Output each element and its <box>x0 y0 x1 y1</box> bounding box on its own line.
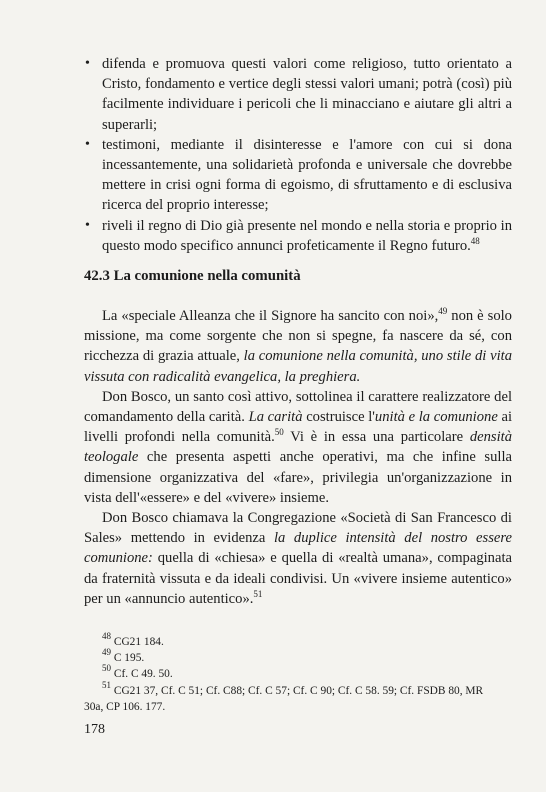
footnote-text: CG21 184. <box>113 636 164 648</box>
text-run: quella di «chiesa» e quella di «realtà umana», compaginata da fraternità vissuta e da ideali condivisi. Un «vivere insieme autentico» per un «annuncio autentico». <box>84 550 512 607</box>
footnote-number: 51 <box>102 679 111 690</box>
paragraph <box>84 387 512 508</box>
footnote-text: Cf. C 49. 50. <box>113 668 173 681</box>
italic-run: unità e la comunione <box>374 409 498 426</box>
footnote-text: C 195. <box>113 652 145 665</box>
footnote-ref: 50 <box>274 427 284 438</box>
bullet-list <box>84 54 512 256</box>
footnote <box>84 647 512 666</box>
footnote-number: 49 <box>102 647 111 658</box>
italic-run: densità teologale <box>84 429 512 466</box>
text-run: che presenta aspetti anche operativi, ma che infine sulla dimensione organizzativa del «fare», privilegia un'organizzazione in vista dell'«essere» e del «vivere» insieme. <box>84 449 512 506</box>
footnote <box>84 663 512 682</box>
bullet-icon: • <box>85 136 90 152</box>
footnote-ref: 49 <box>438 306 448 316</box>
footnote <box>84 631 512 650</box>
italic-run: La carità <box>248 409 303 426</box>
bullet-icon: • <box>85 56 90 71</box>
italic-run: la comunione nella comunità, uno stile di vita vissuta con radicalità evangelica, la preghiera. <box>84 348 512 385</box>
text-run: Don Bosco chiamava la Congregazione «Società di San Francesco di Sales» mettendo in evidenza <box>84 510 512 547</box>
text-run: Vi è in essa una particolare <box>283 429 470 446</box>
list-item <box>84 54 512 135</box>
bullet-icon: • <box>85 217 90 233</box>
text-run: La «speciale Alleanza che il Signore ha sancito con noi», <box>102 308 439 324</box>
italic-run: la duplice intensità del nostro essere comunione: <box>84 530 512 567</box>
footnotes <box>84 631 512 715</box>
paragraph <box>84 508 512 609</box>
list-item <box>84 135 512 216</box>
text-run: Don Bosco, un santo così attivo, sottolinea il carattere realizzatore del comandamento della carità. <box>84 388 512 426</box>
footnote-text: CG21 37, Cf. C 51; Cf. C88; Cf. C 57; Cf. C 90; Cf. C 58. 59; Cf. FSDB 80, MR <box>113 684 484 697</box>
bullet-text: testimoni, mediante il disinteresse e l'amore con cui si dona incessantemente, una solidarietà profonda e universale che dovrebbe mettere in crisi ogni forma di egoismo, di sfruttamento e di esclusiva ricerca del proprio interesse; <box>102 136 512 214</box>
paragraph <box>84 306 512 387</box>
page-number: 178 <box>84 722 105 737</box>
text-run: costruisce l' <box>302 409 375 426</box>
section-body <box>84 306 512 609</box>
bullet-text: riveli il regno di Dio già presente nel mondo e nella storia e proprio in questo modo specifico annunci profeticamente il Regno futuro. <box>102 217 512 254</box>
list-item <box>84 216 512 256</box>
footnote-continuation <box>84 699 512 715</box>
footnote-number: 48 <box>102 631 111 641</box>
text-run: non è solo missione, ma come sorgente che non si spegne, fa nascere da sé, con ricchezza di grazia attuale, <box>84 308 512 365</box>
footnote-ref: 51 <box>253 588 263 599</box>
text-run: ai livelli profondi nella comunità. <box>84 409 512 446</box>
footnote <box>84 679 512 699</box>
footnote-number: 50 <box>102 663 111 674</box>
footnote-ref: 48 <box>470 235 480 246</box>
footnote-text: 30a, CP 106. 177. <box>84 700 166 713</box>
bullet-text: difenda e promuova questi valori come religioso, tutto orientato a Cristo, fondamento e vertice degli stessi valori umani; potrà (così) più facilmente individuare i pericoli che li minacciano e aiutare gli altri a superarli; <box>102 56 512 133</box>
section-heading: 42.3 La comunione nella comunità <box>84 268 301 284</box>
